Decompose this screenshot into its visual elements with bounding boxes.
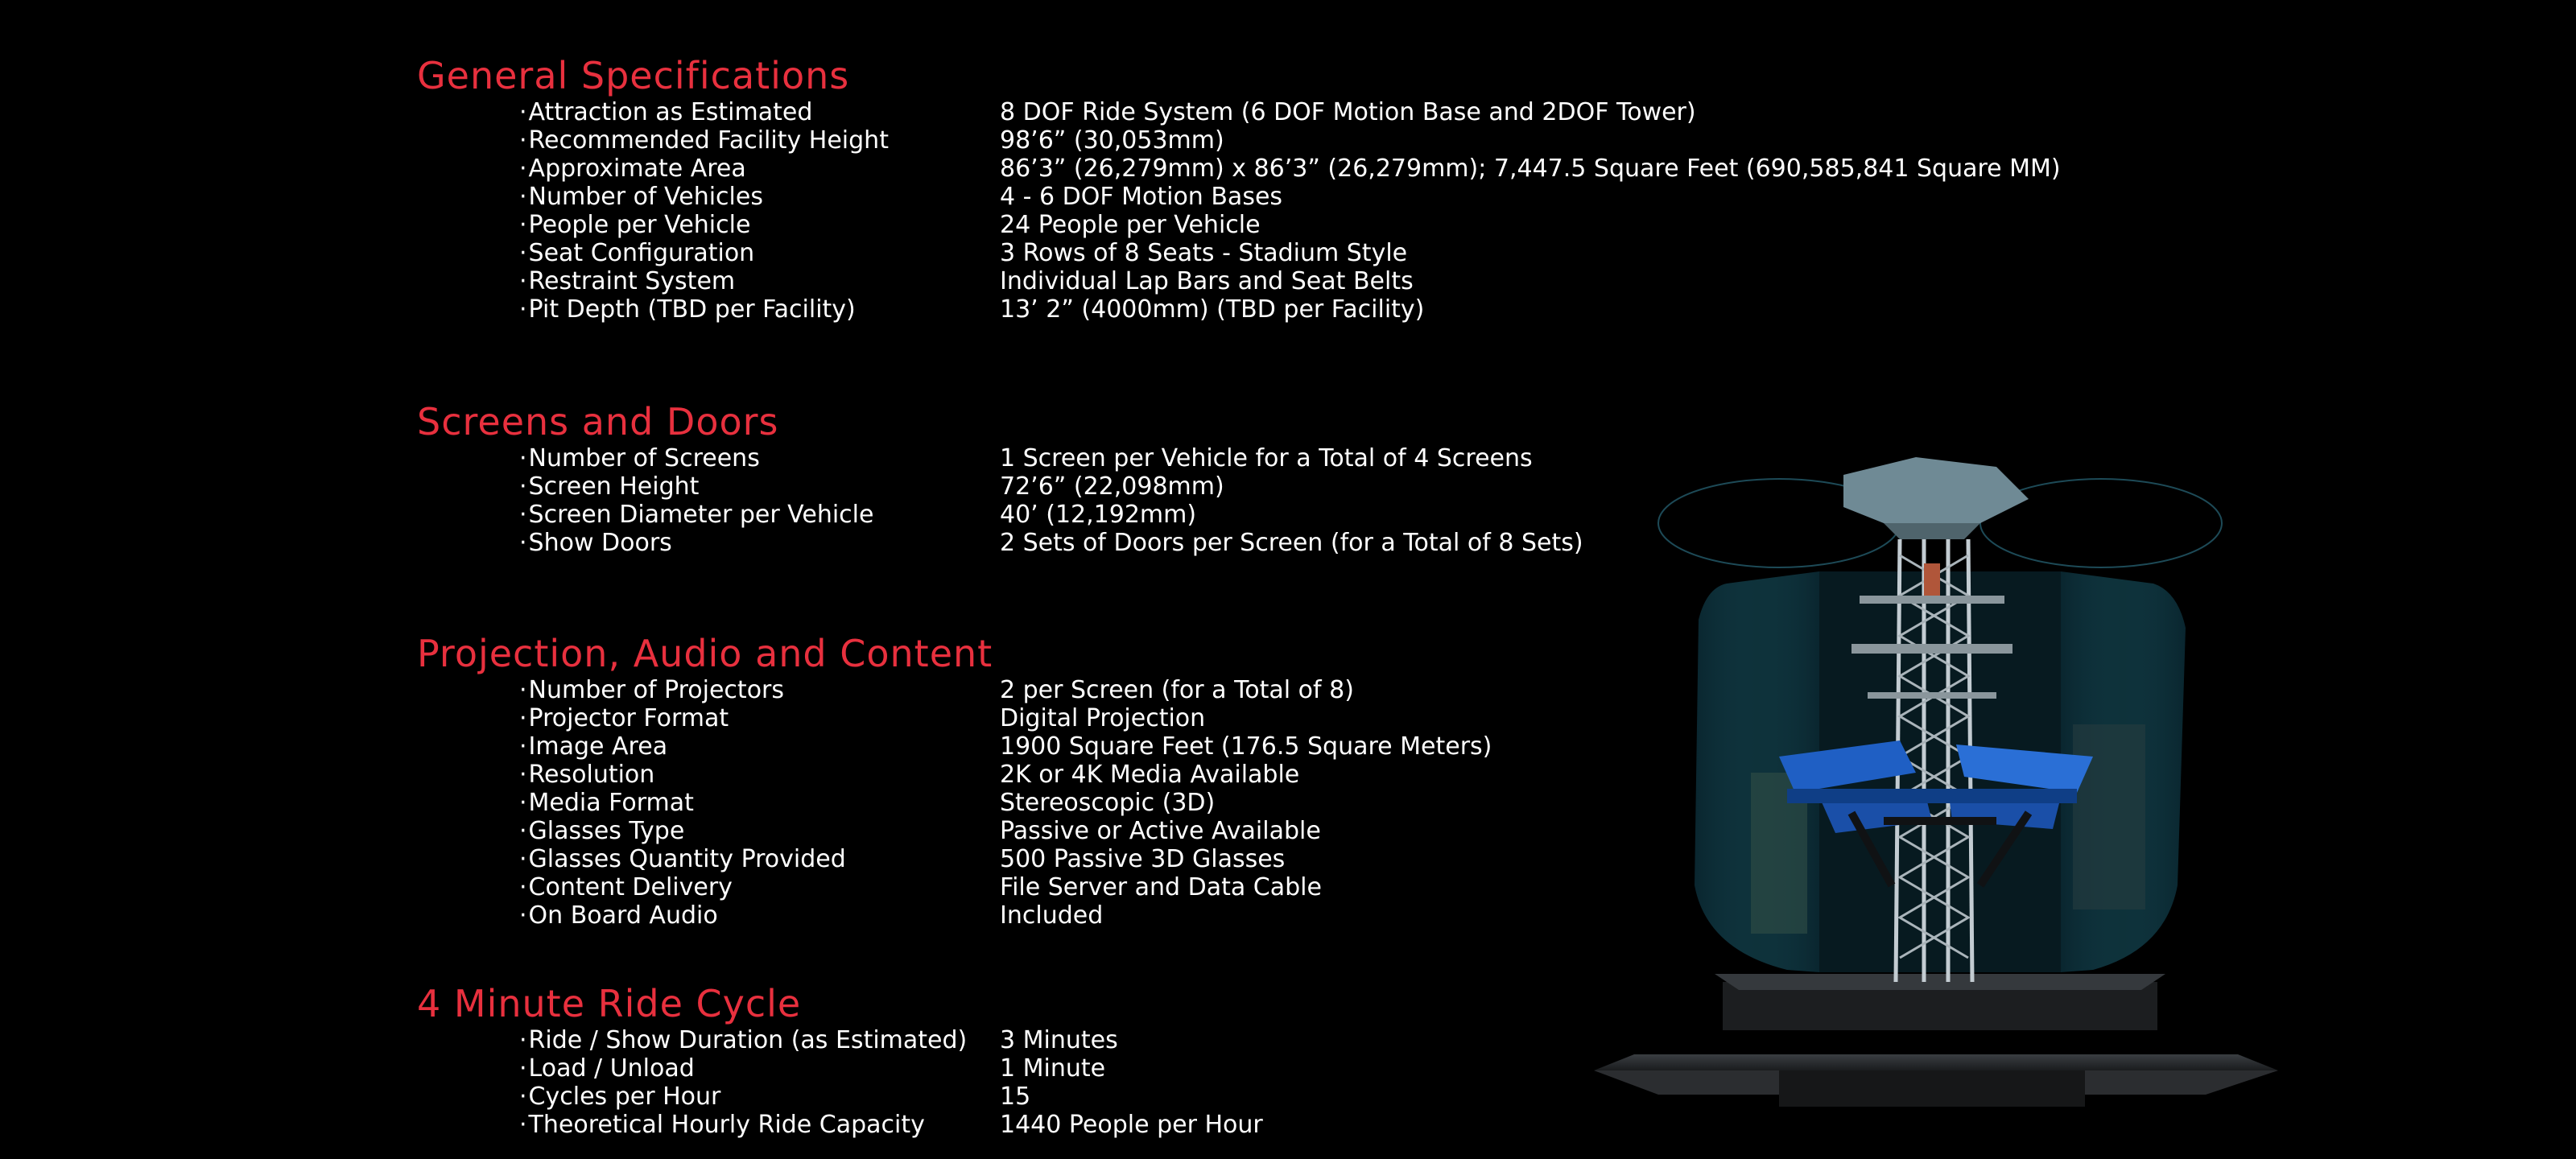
spec-label: Projector Format xyxy=(528,704,729,732)
spec-value: 1 Screen per Vehicle for a Total of 4 Screens xyxy=(1000,444,1533,472)
spec-label: Approximate Area xyxy=(528,155,746,183)
spec-row: ·Theoretical Hourly Ride Capacity 1440 People per Hour xyxy=(519,1111,1263,1139)
spec-label: Pit Depth (TBD per Facility) xyxy=(528,295,856,324)
spec-label: Media Format xyxy=(528,789,694,817)
spec-value: 500 Passive 3D Glasses xyxy=(1000,845,1286,873)
spec-row: ·Restraint System Individual Lap Bars and Seat Belts xyxy=(519,267,1414,295)
spec-list xyxy=(417,98,2061,324)
base-platform-top xyxy=(1594,1054,2278,1070)
spec-value: Included xyxy=(1000,901,1104,930)
spec-value: 98’6” (30,053mm) xyxy=(1000,126,1224,155)
spec-value: Individual Lap Bars and Seat Belts xyxy=(1000,267,1414,295)
spec-label: Restraint System xyxy=(528,267,736,295)
spec-row: ·Image Area 1900 Square Feet (176.5 Square Meters) xyxy=(519,732,1492,761)
attraction-render-image xyxy=(1578,435,2302,1119)
spec-label: Number of Vehicles xyxy=(528,183,763,211)
pit xyxy=(1779,1070,2085,1107)
spec-value: 4 - 6 DOF Motion Bases xyxy=(1000,183,1283,211)
spec-value: 86’3” (26,279mm) x 86’3” (26,279mm); 7,447.5 Square Feet (690,585,841 Square MM) xyxy=(1000,155,2061,183)
spec-label: People per Vehicle xyxy=(528,211,751,239)
spec-row: ·On Board Audio Included xyxy=(519,901,1104,930)
spec-row: ·People per Vehicle 24 People per Vehicle xyxy=(519,211,1261,239)
spec-label: Number of Screens xyxy=(528,444,760,472)
section-title: 4 Minute Ride Cycle xyxy=(417,982,802,1025)
spec-label: Image Area xyxy=(528,732,668,761)
spec-label: On Board Audio xyxy=(528,901,718,930)
spec-label: Content Delivery xyxy=(528,873,733,901)
spec-row: ·Screen Height 72’6” (22,098mm) xyxy=(519,472,1224,501)
spec-label: Seat Configuration xyxy=(528,239,755,267)
spec-value: 1440 People per Hour xyxy=(1000,1111,1263,1139)
spec-value: 40’ (12,192mm) xyxy=(1000,501,1197,529)
spec-row: ·Projector Format Digital Projection xyxy=(519,704,1206,732)
spec-row: ·Resolution 2K or 4K Media Available xyxy=(519,761,1300,789)
spec-label: Glasses Type xyxy=(528,817,685,845)
section-title: Screens and Doors xyxy=(417,400,779,443)
spec-label: Number of Projectors xyxy=(528,676,785,704)
spec-row: ·Attraction as Estimated 8 DOF Ride System (6 DOF Motion Base and 2DOF Tower) xyxy=(519,98,1696,126)
spec-label: Cycles per Hour xyxy=(528,1083,721,1111)
spec-row: ·Number of Projectors 2 per Screen (for a Total of 8) xyxy=(519,676,1354,704)
spec-value: 72’6” (22,098mm) xyxy=(1000,472,1224,501)
spec-value: 8 DOF Ride System (6 DOF Motion Base and 2DOF Tower) xyxy=(1000,98,1696,126)
spec-row: ·Pit Depth (TBD per Facility) 13’ 2” (4000mm) (TBD per Facility) xyxy=(519,295,1425,324)
spec-row: ·Number of Screens 1 Screen per Vehicle for a Total of 4 Screens xyxy=(519,444,1533,472)
spec-row: ·Glasses Quantity Provided 500 Passive 3D Glasses xyxy=(519,845,1286,873)
spec-value: 24 People per Vehicle xyxy=(1000,211,1261,239)
spec-row: ·Load / Unload 1 Minute xyxy=(519,1054,1106,1083)
spec-value: Passive or Active Available xyxy=(1000,817,1321,845)
spec-value: 1900 Square Feet (176.5 Square Meters) xyxy=(1000,732,1492,761)
section-title: Projection, Audio and Content xyxy=(417,632,993,675)
tower-top-cap xyxy=(1843,457,2029,523)
spec-row: ·Seat Configuration 3 Rows of 8 Seats - Stadium Style xyxy=(519,239,1408,267)
spec-row: ·Number of Vehicles 4 - 6 DOF Motion Bases xyxy=(519,183,1283,211)
spec-row: ·Glasses Type Passive or Active Available xyxy=(519,817,1321,845)
spec-label: Recommended Facility Height xyxy=(528,126,889,155)
spec-value: 3 Rows of 8 Seats - Stadium Style xyxy=(1000,239,1408,267)
spec-value: 3 Minutes xyxy=(1000,1026,1118,1054)
spec-value: 15 xyxy=(1000,1083,1031,1111)
spec-label: Show Doors xyxy=(528,529,672,557)
spec-value: Digital Projection xyxy=(1000,704,1206,732)
spec-label: Ride / Show Duration (as Estimated) xyxy=(528,1026,968,1054)
spec-row: ·Content Delivery File Server and Data Cable xyxy=(519,873,1322,901)
spec-value: Stereoscopic (3D) xyxy=(1000,789,1216,817)
spec-value: 2K or 4K Media Available xyxy=(1000,761,1300,789)
spec-value: 2 per Screen (for a Total of 8) xyxy=(1000,676,1354,704)
spec-label: Screen Diameter per Vehicle xyxy=(528,501,874,529)
screen-imagery-right xyxy=(2073,724,2145,909)
spec-value: 13’ 2” (4000mm) (TBD per Facility) xyxy=(1000,295,1425,324)
section-title: General Specifications xyxy=(417,54,850,97)
spec-row: ·Ride / Show Duration (as Estimated) 3 Minutes xyxy=(519,1026,1118,1054)
tower-figure xyxy=(1924,563,1940,596)
spec-value: File Server and Data Cable xyxy=(1000,873,1322,901)
spec-row: ·Cycles per Hour 15 xyxy=(519,1083,1031,1111)
spec-row: ·Show Doors 2 Sets of Doors per Screen (for a Total of 8 Sets) xyxy=(519,529,1583,557)
spec-row: ·Screen Diameter per Vehicle 40’ (12,192mm) xyxy=(519,501,1197,529)
spec-label: Screen Height xyxy=(528,472,700,501)
spec-label: Attraction as Estimated xyxy=(528,98,813,126)
lower-deck-top xyxy=(1715,974,2165,990)
spec-row: ·Media Format Stereoscopic (3D) xyxy=(519,789,1216,817)
spec-label: Resolution xyxy=(528,761,655,789)
spec-label: Glasses Quantity Provided xyxy=(528,845,846,873)
spec-row: ·Approximate Area 86’3” (26,279mm) x 86’3” (26,279mm); 7,447.5 Square Feet (690,585,841 Square MM) xyxy=(519,155,2061,183)
spec-value: 1 Minute xyxy=(1000,1054,1106,1083)
spec-label: Load / Unload xyxy=(528,1054,695,1083)
section-general-specifications xyxy=(417,53,2061,324)
spec-row: ·Recommended Facility Height 98’6” (30,053mm) xyxy=(519,126,1224,155)
spec-value: 2 Sets of Doors per Screen (for a Total of 8 Sets) xyxy=(1000,529,1583,557)
spec-label: Theoretical Hourly Ride Capacity xyxy=(528,1111,925,1139)
